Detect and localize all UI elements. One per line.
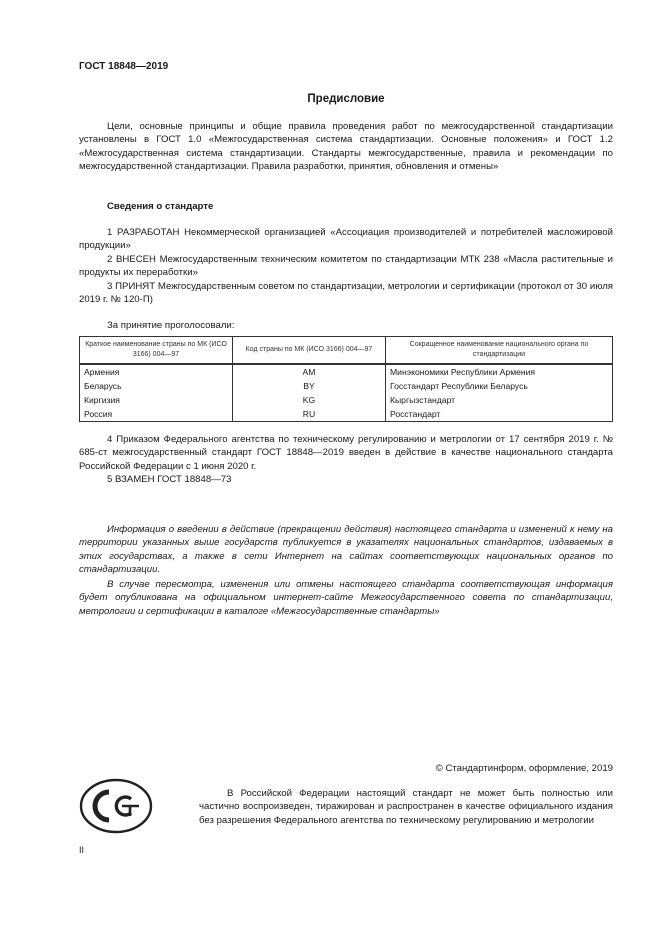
cell-code: AM	[233, 364, 386, 379]
cell-body: Минэкономики Республики Армения	[386, 364, 613, 379]
rst-logo-icon	[79, 778, 153, 834]
note-introduction: Информация о введении в действие (прекращении действия) настоящего стандарта и изменений к нему на территории указанных выше государств публикуется в указателях национальных стандартов, издаваемых в этих государствах, а также в сети Интернет на сайтах соответствующих национальных органов по стандартизации.	[79, 524, 613, 575]
cell-body: Госстандарт Республики Беларусь	[386, 379, 613, 393]
header-code: Код страны по МК (ИСО 3166) 004—97	[233, 337, 386, 365]
intro-paragraph: Цели, основные принципы и общие правила проведения работ по межгосударственной стандартизации установлены в ГОСТ 1.0 «Межгосударственная система стандартизации. Основные положения» и ГОСТ 1.2 «Межгосударственная система стандартизации. Стандарты межгосударственные, правила и рекомендации по межгосударственной стандартизации. Правила разработки, принятия, обновления и отмены»	[79, 121, 613, 172]
page-title: Предисловие	[307, 93, 385, 105]
table-row	[80, 393, 613, 407]
votes-label: За принятие проголосовали:	[107, 320, 235, 331]
page-number: II	[79, 845, 85, 855]
header-country: Краткое наименование страны по МК (ИСО 3166) 004—97	[80, 337, 233, 365]
cell-body: Кыргызстандарт	[386, 393, 613, 407]
note-revision: В случае пересмотра, изменения или отмены настоящего стандарта соответствующая информация будет опубликована на официальном интернет-сайте Межгосударственного совета по стандартизации, метрологии и сертификации в каталоге «Межгосударственные стандарты»	[79, 579, 613, 617]
item-1: 1 РАЗРАБОТАН Некоммерческой организацией «Ассоциация производителей и потребителей масложировой продукции»	[79, 227, 613, 252]
table-row	[80, 407, 613, 422]
document-code: ГОСТ 18848—2019	[79, 61, 169, 72]
cell-country: Беларусь	[80, 379, 233, 393]
item-2: 2 ВНЕСЕН Межгосударственным техническим комитетом по стандартизации МТК 238 «Масла растительные и продукты их переработки»	[79, 254, 613, 279]
cell-code: RU	[233, 407, 386, 422]
cell-country: Киргизия	[80, 393, 233, 407]
item-3: 3 ПРИНЯТ Межгосударственным советом по стандартизации, метрологии и сертификации (протокол от 30 июля 2019 г. № 120-П)	[79, 281, 613, 306]
rights-notice: В Российской Федерации настоящий стандарт не может быть полностью или частично воспроизведен, тиражирован и распространен в качестве официального издания без разрешения Федерального агентства по техническому регулированию и метрологии	[199, 788, 613, 826]
cell-body: Росстандарт	[386, 407, 613, 422]
cell-code: BY	[233, 379, 386, 393]
votes-table	[79, 336, 613, 422]
cell-country: Армения	[80, 364, 233, 379]
section-title: Сведения о стандарте	[107, 201, 214, 212]
cell-code: KG	[233, 393, 386, 407]
cell-country: Россия	[80, 407, 233, 422]
header-body: Сокращенное наименование национального органа по стандартизации	[386, 337, 613, 365]
table-row	[80, 364, 613, 379]
copyright-line: © Стандартинформ, оформление, 2019	[435, 763, 613, 774]
item-4: 4 Приказом Федерального агентства по техническому регулированию и метрологии от 17 сентября 2019 г. № 685-ст межгосударственный стандарт ГОСТ 18848—2019 введен в действие в качестве национального стандарта Российской Федерации с 1 июня 2020 г.	[79, 434, 613, 472]
table-row	[80, 379, 613, 393]
item-5: 5 ВЗАМЕН ГОСТ 18848—73	[107, 474, 232, 485]
